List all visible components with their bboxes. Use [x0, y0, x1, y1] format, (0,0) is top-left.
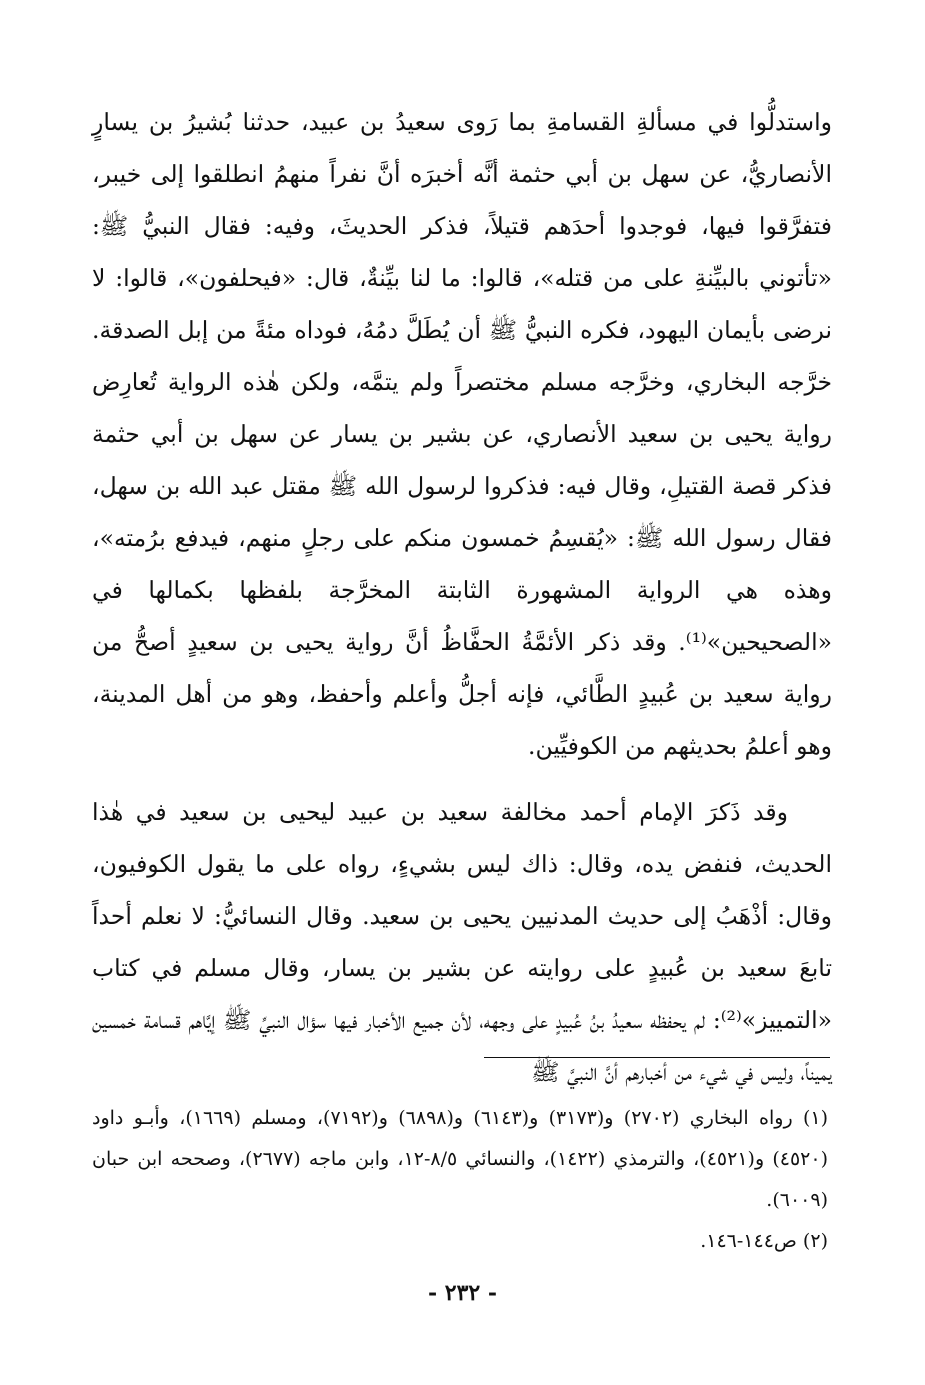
- paragraph-1: واستدلُّوا في مسألةِ القسامةِ بما رَوى سعيدُ بن عبيد، حدثنا بُشيرُ بن يسارٍ الأنصاريُّ، عن سهل بن أبي حثمة أنَّه أخبرَه أنَّ نفراً منهمُ انطلقوا إلى خيبر، فتفرَّقوا فيها، فوجدوا أحدَهم قتيلاً، فذكر الحديثَ، وفيه: فقال النبيُّ ﷺ: «تأتوني بالبيِّنةِ على من قتله»، قالوا: ما لنا بيِّنةٌ، قال: «فيحلفون»، قالوا: لا نرضى بأيمان اليهود، فكره النبيُّ ﷺ أن يُطَلَّ دمُهُ، فوداه مئةً من إبل الصدقة. خرَّجه البخاري، وخرَّجه مسلم مختصراً ولم يتمَّه، ولكن هٰذه الرواية تُعارِض رواية يحيى بن سعيد الأنصاري، عن بشير بن يسار عن سهل بن أبي حثمة فذكر قصة القتيلِ، وقال فيه: فذكروا لرسول الله ﷺ مقتل عبد الله بن سهل، فقال رسول الله ﷺ: «يُقسِمُ خمسون منكم على رجلٍ منهم، فيدفع برُمته»، وهذه هي الرواية المشهورة الثابتة المخرَّجة بلفظها بكمالها في «الصحيحين»⁽¹⁾. وقد ذكر الأئمَّةُ الحفَّاظُ أنَّ رواية يحيى بن سعيدٍ أصحُّ من رواية سعيد بن عُبيدٍ الطَّائي، فإنه أجلُّ وأعلم وأحفظ، وهو من أهل المدينة، وهو أعلمُ بحديثهم من الكوفيِّين.: [92, 108, 832, 760]
- paragraph-2: وقد ذَكرَ الإمام أحمد مخالفة سعيد بن عبيد ليحيى بن سعيد في هٰذا الحديث، فنفض يده، وقال: ذاك ليس بشيءٍ، رواه على ما يقول الكوفيون، وقال: أذْهَبُ إلى حديث المدنيين يحيى بن سعيد. وقال النسائيُّ: لا نعلم أحداً تابعَ سعيد بن عُبيدٍ على روايته عن بشير بن يسار، وقال مسلم في كتاب «التمييز»⁽²⁾: لم يحفظه سعيدُ بنُ عُبيدٍ على وجهه، لأن جميع الأخبار فيها سؤال النبيِّ ﷺ إيَّاهم قسامة خمسين يميناً، وليس في شيء من أخبارهم أنَّ النبيَّ ﷺ: [92, 798, 832, 1086]
- footnote-separator: [484, 1057, 830, 1058]
- footnote-1: (١) رواه البخاري (٢٧٠٢) و(٣١٧٣) و(٦١٤٣) و(٦٨٩٨) و(٧١٩٢)، ومسلم (١٦٦٩)، وأبـو داود (٤٥٢٠) و(٤٥٢١)، والترمذي (١٤٢٢)، والنسائي ٨/٥-١٢، وابن ماجه (٢٦٧٧)، وصححه ابن حبان (٦٠٠٩).: [92, 1107, 829, 1211]
- page-number: - ٢٣٢ -: [427, 1280, 498, 1306]
- main-text: [92, 96, 832, 1098]
- footnote-2: (٢) ص١٤٤-١٤٦.: [700, 1230, 828, 1252]
- footnotes: [92, 1098, 828, 1262]
